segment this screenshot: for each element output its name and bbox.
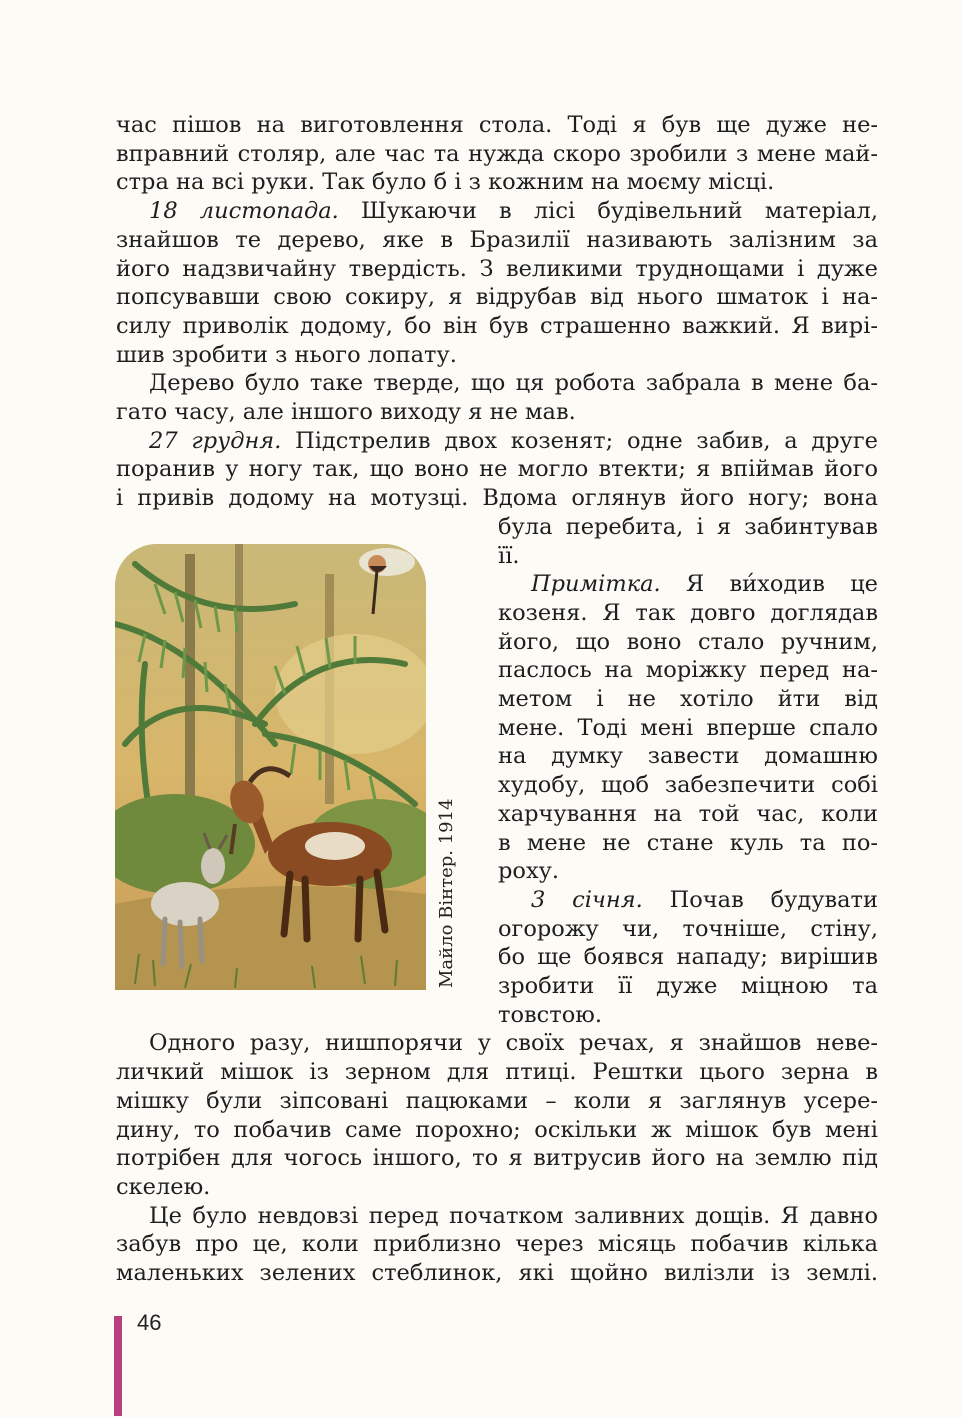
figure-caption: Майло Вінтер. 1914: [436, 798, 457, 988]
text-span: Почав будувати: [642, 886, 878, 913]
page-number: 46: [137, 1310, 162, 1335]
text-line: і привів додому на мотузці. Вдома оглянув його ногу; вона: [116, 485, 878, 512]
text-line: [116, 427, 878, 456]
text-line: роху.: [498, 858, 560, 885]
text-line: силу приволік додому, бо він був страшенно важкий. Я вирі-: [116, 312, 878, 339]
text-line: поранив у ногу так, що воно не могло втекти; я впіймав його: [116, 456, 878, 483]
text-line: [116, 197, 878, 226]
page-accent-bar: [114, 1316, 122, 1416]
text-line: метом і не хотіло йти від: [498, 686, 878, 712]
text-line: худобу, щоб забезпечити собі: [498, 772, 878, 799]
text-line: Одного разу, нишпорячи у своїх речах, я знайшов неве-: [149, 1030, 878, 1057]
text-line: скелею.: [116, 1173, 211, 1200]
text-line: огорожу чи, точніше, стіну,: [498, 915, 878, 942]
text-line: Це було невдовзі перед початком заливних дощів. Я давно: [149, 1202, 878, 1229]
text-line: личкий мішок із зерном для птиці. Рештки цього зерна в: [116, 1059, 878, 1086]
text-line: товстою.: [498, 1001, 602, 1028]
text-line: мішку були зіпсовані пацюками – коли я заглянув усере-: [116, 1087, 878, 1114]
text-line: попсувавши свою сокиру, я відрубав від нього шматок і на-: [116, 284, 878, 311]
text-line: маленьких зелених стеблинок, які щойно вилізли із землі.: [116, 1260, 878, 1286]
text-line: шив зробити з нього лопату.: [116, 341, 457, 368]
text-line: потрібен для чогось іншого, то я витрусив його на землю під: [116, 1145, 878, 1172]
text-line: [498, 570, 878, 599]
text-span: Підстрелив двох козенят; одне забив, а друге: [281, 427, 878, 454]
text-line: вправний столяр, але час та нужда скоро зробили з мене май-: [116, 140, 878, 167]
text-line: мене. Тоді мені вперше спало: [498, 714, 878, 741]
text-line: бо ще боявся нападу; вирішив: [498, 944, 878, 971]
text-line: на думку завести домашню: [498, 743, 878, 770]
text-line: його, що воно стало ручним,: [498, 628, 878, 655]
text-line: стра на всі руки. Так було б і з кожним на моєму місці.: [116, 169, 775, 196]
note-label: Примітка.: [531, 571, 661, 598]
text-line: зробити її дуже міцною та: [498, 973, 878, 999]
text-line: паслось на моріжку перед на-: [498, 657, 878, 684]
text-line: забув про це, коли приблизно через місяць побачив кілька: [116, 1231, 878, 1258]
text-line: знайшов те дерево, яке в Бразилії називають залізним за: [116, 226, 878, 253]
text-line: в мене не стане куль та по-: [498, 829, 878, 856]
text-line: час пішов на виготовлення стола. Тоді я був ще дуже не-: [116, 112, 878, 138]
text-line: [498, 886, 878, 915]
text-line: її.: [498, 542, 520, 569]
diary-date: 27 грудня.: [149, 427, 282, 454]
diary-date: 18 листопада.: [149, 198, 339, 225]
diary-date: 3 січня.: [531, 886, 643, 913]
text-line: дину, то побачив саме порохно; оскільки ж мішок був мені: [116, 1116, 878, 1143]
text-line: харчування на той час, коли: [498, 800, 878, 827]
text-line: козеня. Я так довго доглядав: [498, 599, 878, 626]
text-line: була перебита, і я забинтував: [498, 513, 878, 540]
text-line: гато часу, але іншого виходу я не мав.: [116, 399, 576, 425]
text-line: його надзвичайну твердість. З великими труднощами і дуже: [116, 255, 878, 282]
goats-illustration-icon: [115, 544, 426, 990]
text-span: Я ви́ходив це: [660, 571, 878, 598]
text-span: Шукаючи в лісі будівельний матеріал,: [338, 198, 878, 225]
text-line: Дерево було таке тверде, що ця робота забрала в мене ба-: [149, 370, 878, 397]
